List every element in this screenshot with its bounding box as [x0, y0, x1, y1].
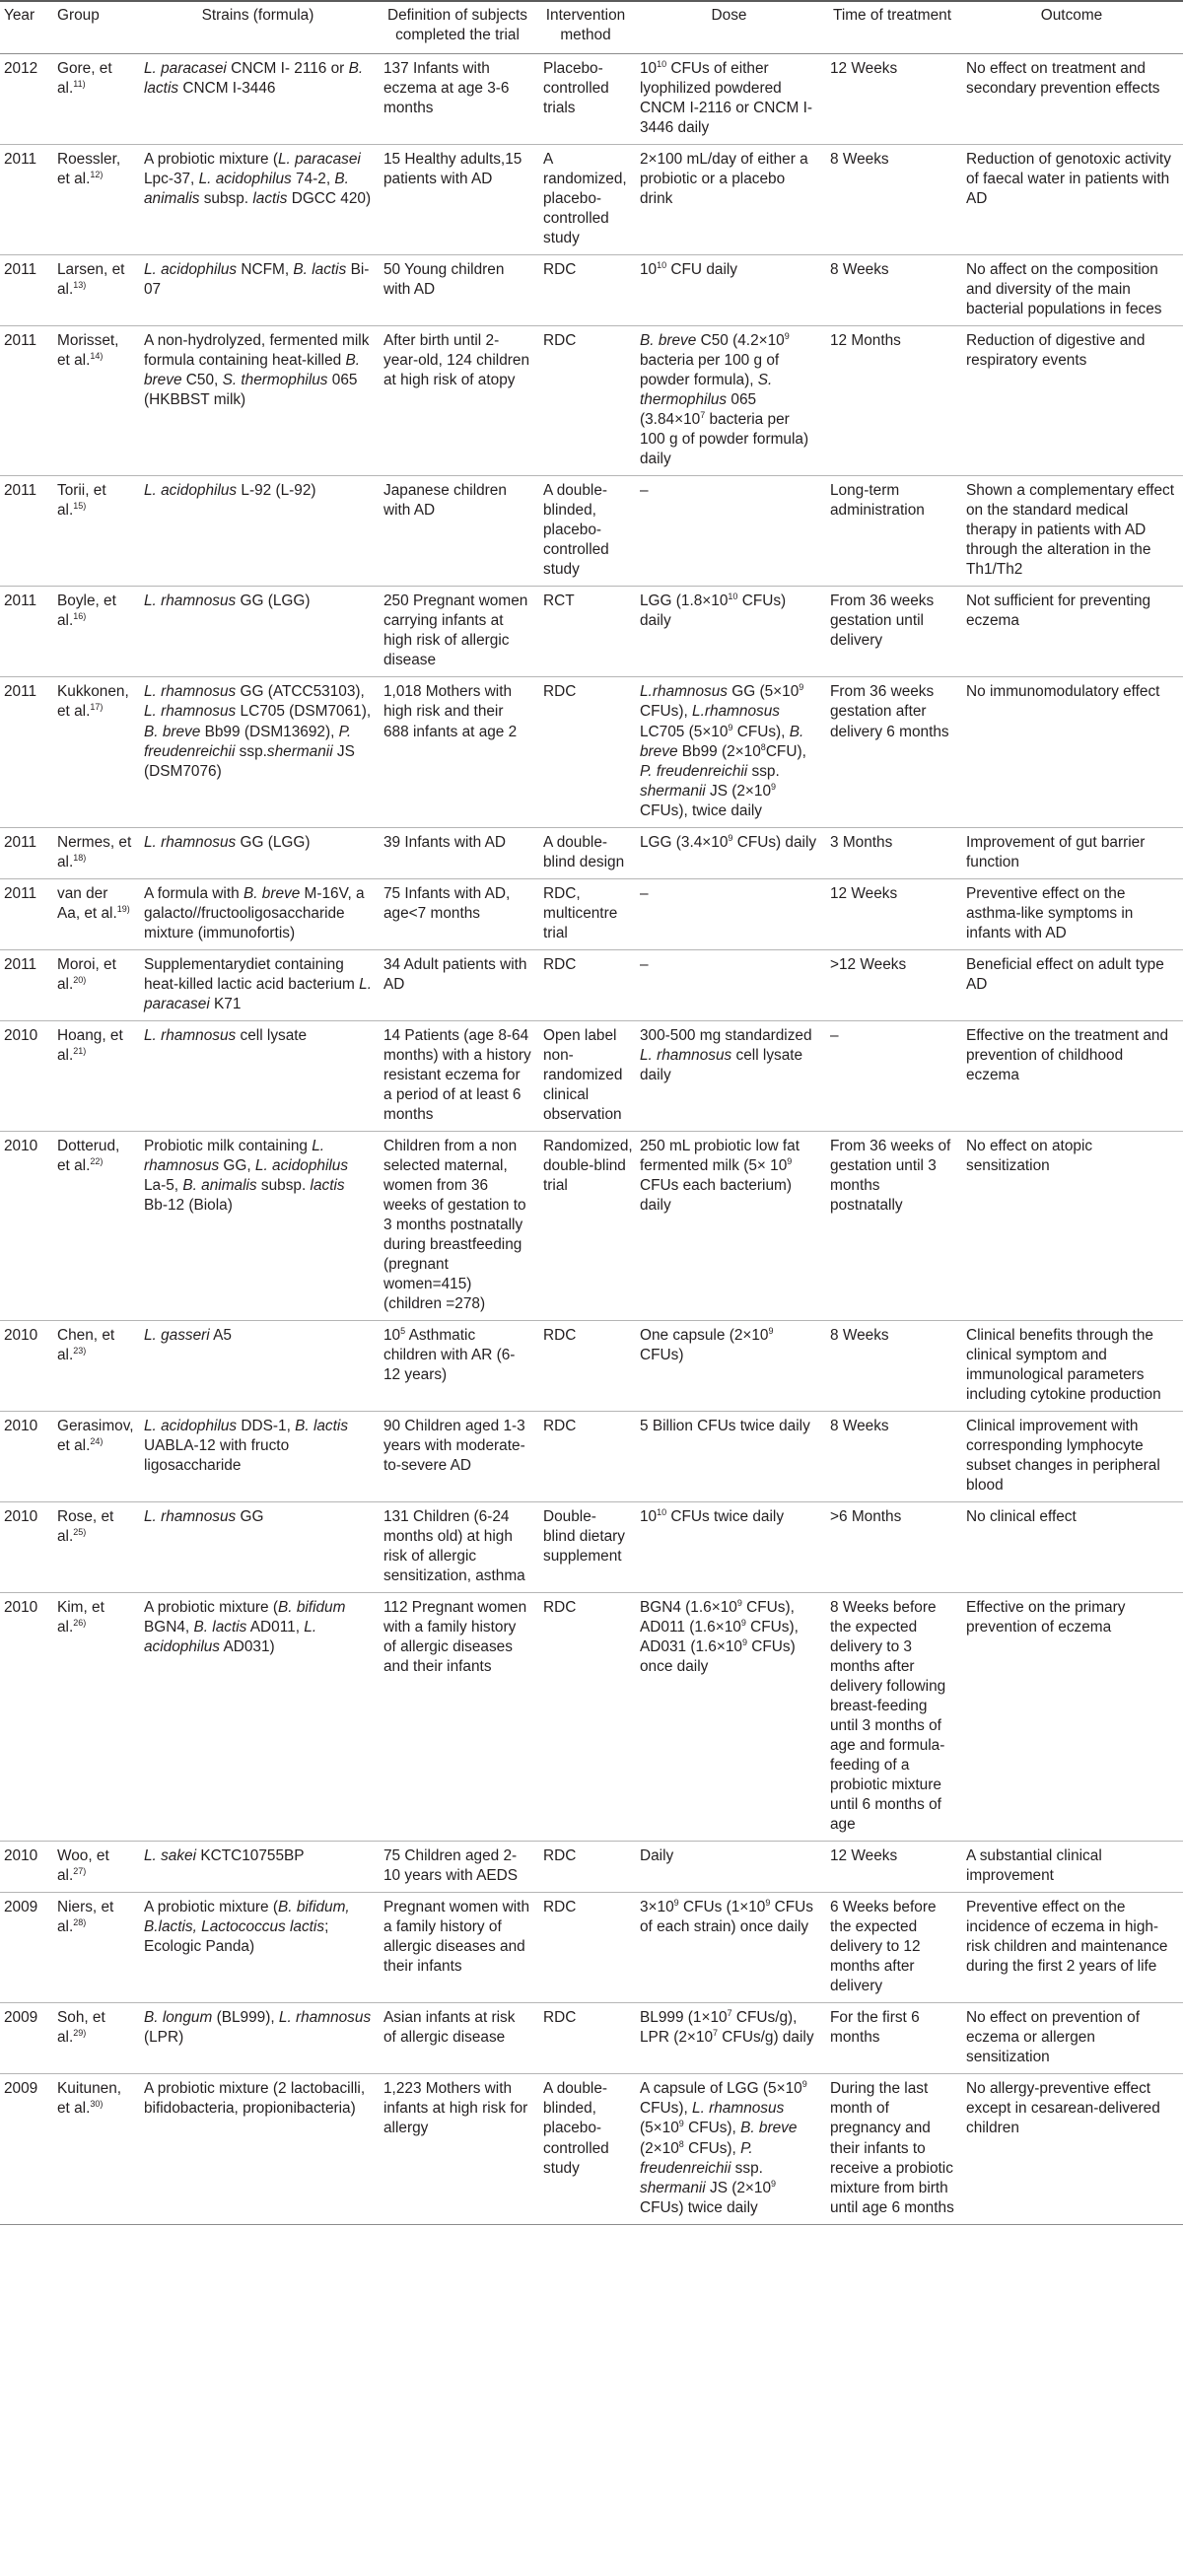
group-cell: Morisset, et al.$^{14)}$ [51, 326, 138, 476]
group-cell: Boyle, et al.$^{16)}$ [51, 587, 138, 677]
dose-cell: – [634, 949, 824, 1020]
subjects-cell: 1,223 Mothers with infants at high risk for allergy [378, 2074, 537, 2224]
time-cell: 12 Weeks [824, 54, 960, 145]
year-cell: 2011 [0, 949, 51, 1020]
table-row [0, 1131, 1183, 1320]
subjects-cell: 131 Children (6-24 months old) at high risk of allergic sensitization, asthma [378, 1502, 537, 1593]
strains-cell: L. acidophilus DDS-1, B. lactis UABLA-12 with fructo ligosaccharide [138, 1411, 378, 1501]
dose-cell: $3\times 10^9$ CFUs ($1\times 10^9$ CFUs of each strain) once daily [634, 1893, 824, 2003]
subjects-cell: 250 Pregnant women carrying infants at high risk of allergic disease [378, 587, 537, 677]
year-cell: 2010 [0, 1502, 51, 1593]
strains-cell: L. rhamnosus GG (LGG) [138, 827, 378, 878]
year-cell: 2011 [0, 827, 51, 878]
table-row [0, 2074, 1183, 2224]
subjects-cell: Asian infants at risk of allergic disease [378, 2003, 537, 2074]
table-row [0, 145, 1183, 255]
dose-cell: $10^{10}$ CFUs of either lyophilized powdered CNCM I-2116 or CNCM I-3446 daily [634, 54, 824, 145]
dose-cell: 250 mL probiotic low fat fermented milk ($5\times 10^9$ CFUs each bacterium) daily [634, 1131, 824, 1320]
method-cell: A randomized, placebo-controlled study [537, 145, 634, 255]
time-cell: 12 Weeks [824, 1842, 960, 1893]
year-cell: 2011 [0, 677, 51, 827]
strains-cell: L. sakei KCTC10755BP [138, 1842, 378, 1893]
header-time: Time of treatment [824, 1, 960, 54]
table-row [0, 1502, 1183, 1593]
outcome-cell: No effect on prevention of eczema or allergen sensitization [960, 2003, 1183, 2074]
table-row [0, 1593, 1183, 1842]
table-row [0, 1842, 1183, 1893]
table-row [0, 1893, 1183, 2003]
group-cell: Kim, et al.$^{26)}$ [51, 1593, 138, 1842]
header-row [0, 1, 1183, 54]
table-row [0, 2003, 1183, 2074]
method-cell: Open label non-randomized clinical observation [537, 1020, 634, 1131]
group-cell: Larsen, et al.$^{13)}$ [51, 255, 138, 326]
year-cell: 2010 [0, 1320, 51, 1411]
year-cell: 2011 [0, 255, 51, 326]
method-cell: A double-blind design [537, 827, 634, 878]
group-cell: Gerasimov, et al.$^{24)}$ [51, 1411, 138, 1501]
subjects-cell: 137 Infants with eczema at age 3-6 months [378, 54, 537, 145]
group-cell: van der Aa, et al.$^{19)}$ [51, 878, 138, 949]
header-group: Group [51, 1, 138, 54]
group-cell: Rose, et al.$^{25)}$ [51, 1502, 138, 1593]
time-cell: From 36 weeks gestation after delivery 6 months [824, 677, 960, 827]
year-cell: 2011 [0, 145, 51, 255]
time-cell: 12 Weeks [824, 878, 960, 949]
strains-cell: L. acidophilus NCFM, B. lactis Bi-07 [138, 255, 378, 326]
strains-cell: A probiotic mixture (2 lactobacilli, bifidobacteria, propionibacteria) [138, 2074, 378, 2224]
method-cell: RDC [537, 677, 634, 827]
dose-cell: 300-500 mg standardized L. rhamnosus cell lysate daily [634, 1020, 824, 1131]
table-row [0, 677, 1183, 827]
strains-cell: A probiotic mixture (B. bifidum BGN4, B. lactis AD011, L. acidophilus AD031) [138, 1593, 378, 1842]
strains-cell: L. rhamnosus cell lysate [138, 1020, 378, 1131]
year-cell: 2011 [0, 326, 51, 476]
dose-cell: $10^{10}$ CFUs twice daily [634, 1502, 824, 1593]
method-cell: RDC [537, 1893, 634, 2003]
group-cell: Soh, et al.$^{29)}$ [51, 2003, 138, 2074]
table-row [0, 827, 1183, 878]
strains-cell: L. acidophilus L-92 (L-92) [138, 476, 378, 587]
dose-cell: 5 Billion CFUs twice daily [634, 1411, 824, 1501]
year-cell: 2010 [0, 1020, 51, 1131]
table-row [0, 949, 1183, 1020]
outcome-cell: Clinical benefits through the clinical symptom and immunological parameters including cytokine production [960, 1320, 1183, 1411]
dose-cell: L.rhamnosus GG ($5\times 10^9$ CFUs), L.rhamnosus LC705 ($5\times 10^9$ CFUs), B. breve Bb99 $(2\times 10^8CFU)$, P. freudenreichii ssp. shermanii JS ($2\times 10^9$ CFUs), twice daily [634, 677, 824, 827]
year-cell: 2011 [0, 587, 51, 677]
strains-cell: L. rhamnosus GG (ATCC53103), L. rhamnosus LC705 (DSM7061), B. breve Bb99 (DSM13692), P. freudenreichii ssp.shermanii JS (DSM7076) [138, 677, 378, 827]
method-cell: Double-blind dietary supplement [537, 1502, 634, 1593]
outcome-cell: No immunomodulatory effect [960, 677, 1183, 827]
method-cell: RDC [537, 255, 634, 326]
year-cell: 2010 [0, 1593, 51, 1842]
method-cell: RDC [537, 1842, 634, 1893]
subjects-cell: $10^5$ Asthmatic children with AR (6-12 years) [378, 1320, 537, 1411]
header-strains: Strains (formula) [138, 1, 378, 54]
subjects-cell: 1,018 Mothers with high risk and their 688 infants at age 2 [378, 677, 537, 827]
outcome-cell: Improvement of gut barrier function [960, 827, 1183, 878]
strains-cell: A probiotic mixture (B. bifidum, B.lactis, Lactococcus lactis; Ecologic Panda) [138, 1893, 378, 2003]
outcome-cell: No clinical effect [960, 1502, 1183, 1593]
year-cell: 2012 [0, 54, 51, 145]
subjects-cell: 34 Adult patients with AD [378, 949, 537, 1020]
method-cell: A double-blinded, placebo-controlled study [537, 2074, 634, 2224]
dose-cell: BGN4 ($1.6\times 10^9$ CFUs), AD011 ($1.6\times 10^9$ CFUs), AD031 ($1.6\times 10^9$ CFUs) once daily [634, 1593, 824, 1842]
strains-cell: L. gasseri A5 [138, 1320, 378, 1411]
method-cell: Randomized, double-blind trial [537, 1131, 634, 1320]
strains-cell: B. longum (BL999), L. rhamnosus (LPR) [138, 2003, 378, 2074]
outcome-cell: Preventive effect on the asthma-like symptoms in infants with AD [960, 878, 1183, 949]
header-method: Intervention method [537, 1, 634, 54]
outcome-cell: No allergy-preventive effect except in cesarean-delivered children [960, 2074, 1183, 2224]
group-cell: Chen, et al.$^{23)}$ [51, 1320, 138, 1411]
outcome-cell: Shown a complementary effect on the standard medical therapy in patients with AD through the alteration in the Th1/Th2 [960, 476, 1183, 587]
table-row [0, 587, 1183, 677]
time-cell: Long-term administration [824, 476, 960, 587]
header-outcome: Outcome [960, 1, 1183, 54]
outcome-cell: A substantial clinical improvement [960, 1842, 1183, 1893]
strains-cell: L. paracasei CNCM I- 2116 or B. lactis CNCM I-3446 [138, 54, 378, 145]
table-row [0, 476, 1183, 587]
table-row [0, 1320, 1183, 1411]
time-cell: – [824, 1020, 960, 1131]
outcome-cell: No affect on the composition and diversity of the main bacterial populations in feces [960, 255, 1183, 326]
dose-cell: Daily [634, 1842, 824, 1893]
subjects-cell: 39 Infants with AD [378, 827, 537, 878]
group-cell: Hoang, et al.$^{21)}$ [51, 1020, 138, 1131]
time-cell: 8 Weeks before the expected delivery to 3 months after delivery following breast-feeding until 3 months of age and formula-feeding of a probiotic mixture until 6 months of age [824, 1593, 960, 1842]
dose-cell: LGG ($3.4\times 10^9$ CFUs) daily [634, 827, 824, 878]
subjects-cell: Pregnant women with a family history of allergic diseases and their infants [378, 1893, 537, 2003]
dose-cell: BL999 ($1\times 10^7$ CFUs/g), LPR ($2\times 10^7$ CFUs/g) daily [634, 2003, 824, 2074]
time-cell: >12 Weeks [824, 949, 960, 1020]
year-cell: 2011 [0, 476, 51, 587]
method-cell: RDC [537, 1320, 634, 1411]
table-row [0, 1411, 1183, 1501]
year-cell: 2010 [0, 1131, 51, 1320]
subjects-cell: Japanese children with AD [378, 476, 537, 587]
strains-cell: A non-hydrolyzed, fermented milk formula containing heat-killed B. breve C50, S. thermophilus 065 (HKBBST milk) [138, 326, 378, 476]
header-dose: Dose [634, 1, 824, 54]
outcome-cell: Clinical improvement with corresponding lymphocyte subset changes in peripheral blood [960, 1411, 1183, 1501]
method-cell: RDC [537, 1411, 634, 1501]
group-cell: Niers, et al.$^{28)}$ [51, 1893, 138, 2003]
outcome-cell: Effective on the treatment and prevention of childhood eczema [960, 1020, 1183, 1131]
method-cell: RDC [537, 1593, 634, 1842]
group-cell: Torii, et al.$^{15)}$ [51, 476, 138, 587]
table-row [0, 54, 1183, 145]
strains-cell: Probiotic milk containing L. rhamnosus GG, L. acidophilus La-5, B. animalis subsp. lactis Bb-12 (Biola) [138, 1131, 378, 1320]
method-cell: RDC [537, 949, 634, 1020]
group-cell: Kuitunen, et al.$^{30)}$ [51, 2074, 138, 2224]
group-cell: Kukkonen, et al.$^{17)}$ [51, 677, 138, 827]
strains-cell: L. rhamnosus GG (LGG) [138, 587, 378, 677]
subjects-cell: 112 Pregnant women with a family history of allergic diseases and their infants [378, 1593, 537, 1842]
outcome-cell: Beneficial effect on adult type AD [960, 949, 1183, 1020]
outcome-cell: Not sufficient for preventing eczema [960, 587, 1183, 677]
group-cell: Moroi, et al.$^{20)}$ [51, 949, 138, 1020]
group-cell: Roessler, et al.$^{12)}$ [51, 145, 138, 255]
time-cell: 8 Weeks [824, 1320, 960, 1411]
method-cell: RCT [537, 587, 634, 677]
time-cell: During the last month of pregnancy and their infants to receive a probiotic mixture from birth until age 6 months [824, 2074, 960, 2224]
dose-cell: A capsule of LGG ($5\times 10^9$ CFUs), L. rhamnosus ($5\times 10^9$ CFUs), B. breve ($2\times 10^8$ CFUs), P. freudenreichii ssp. shermanii JS ($2\times 10^9$ CFUs) twice daily [634, 2074, 824, 2224]
time-cell: 8 Weeks [824, 255, 960, 326]
outcome-cell: Effective on the primary prevention of eczema [960, 1593, 1183, 1842]
method-cell: A double-blinded, placebo-controlled study [537, 476, 634, 587]
dose-cell: B. breve C50 ($4.2\times 10^9$ bacteria per 100 g of powder formula), S. thermophilus 065 ($3.84\times 10^7$ bacteria per 100 g of powder formula) daily [634, 326, 824, 476]
dose-cell: One capsule ($2\times 10^9$ CFUs) [634, 1320, 824, 1411]
group-cell: Gore, et al.$^{11)}$ [51, 54, 138, 145]
method-cell: RDC, multicentre trial [537, 878, 634, 949]
year-cell: 2010 [0, 1411, 51, 1501]
outcome-cell: Reduction of digestive and respiratory events [960, 326, 1183, 476]
time-cell: 8 Weeks [824, 145, 960, 255]
dose-cell: – [634, 878, 824, 949]
dose-cell: LGG ($1.8\times 10^{10}$ CFUs) daily [634, 587, 824, 677]
strains-cell: A probiotic mixture (L. paracasei Lpc-37, L. acidophilus 74-2, B. animalis subsp. lactis DGCC 420) [138, 145, 378, 255]
dose-cell: – [634, 476, 824, 587]
strains-cell: L. rhamnosus GG [138, 1502, 378, 1593]
outcome-cell: No effect on treatment and secondary prevention effects [960, 54, 1183, 145]
year-cell: 2009 [0, 2074, 51, 2224]
header-year: Year [0, 1, 51, 54]
dose-cell: $10^{10}$ CFU daily [634, 255, 824, 326]
subjects-cell: 75 Infants with AD, age<7 months [378, 878, 537, 949]
time-cell: 6 Weeks before the expected delivery to 12 months after delivery [824, 1893, 960, 2003]
table-row [0, 255, 1183, 326]
table-row [0, 878, 1183, 949]
group-cell: Dotterud, et al.$^{22)}$ [51, 1131, 138, 1320]
strains-cell: Supplementarydiet containing heat-killed lactic acid bacterium L. paracasei K71 [138, 949, 378, 1020]
group-cell: Woo, et al.$^{27)}$ [51, 1842, 138, 1893]
method-cell: Placebo-controlled trials [537, 54, 634, 145]
method-cell: RDC [537, 326, 634, 476]
outcome-cell: Reduction of genotoxic activity of faecal water in patients with AD [960, 145, 1183, 255]
subjects-cell: 50 Young children with AD [378, 255, 537, 326]
subjects-cell: 15 Healthy adults,15 patients with AD [378, 145, 537, 255]
time-cell: 8 Weeks [824, 1411, 960, 1501]
outcome-cell: No effect on atopic sensitization [960, 1131, 1183, 1320]
table-row [0, 1020, 1183, 1131]
subjects-cell: After birth until 2-year-old, 124 children at high risk of atopy [378, 326, 537, 476]
subjects-cell: Children from a non selected maternal, women from 36 weeks of gestation to 3 months postnatally during breastfeeding (pregnant women=415) (children =278) [378, 1131, 537, 1320]
table-body [0, 54, 1183, 2225]
method-cell: RDC [537, 2003, 634, 2074]
group-cell: Nermes, et al.$^{18)}$ [51, 827, 138, 878]
time-cell: 3 Months [824, 827, 960, 878]
time-cell: From 36 weeks gestation until delivery [824, 587, 960, 677]
time-cell: 12 Months [824, 326, 960, 476]
header-subjects: Definition of subjects completed the trial [378, 1, 537, 54]
subjects-cell: 14 Patients (age 8-64 months) with a history resistant eczema for a period of at least 6 months [378, 1020, 537, 1131]
year-cell: 2009 [0, 1893, 51, 2003]
dose-cell: 2×100 mL/day of either a probiotic or a placebo drink [634, 145, 824, 255]
outcome-cell: Preventive effect on the incidence of eczema in high-risk children and maintenance during the first 2 years of life [960, 1893, 1183, 2003]
year-cell: 2010 [0, 1842, 51, 1893]
table-row [0, 326, 1183, 476]
subjects-cell: 75 Children aged 2-10 years with AEDS [378, 1842, 537, 1893]
time-cell: From 36 weeks of gestation until 3 months postnatally [824, 1131, 960, 1320]
time-cell: For the first 6 months [824, 2003, 960, 2074]
time-cell: >6 Months [824, 1502, 960, 1593]
year-cell: 2009 [0, 2003, 51, 2074]
year-cell: 2011 [0, 878, 51, 949]
strains-cell: A formula with B. breve M-16V, a galacto//fructooligosaccharide mixture (immunofortis) [138, 878, 378, 949]
subjects-cell: 90 Children aged 1-3 years with moderate-to-severe AD [378, 1411, 537, 1501]
